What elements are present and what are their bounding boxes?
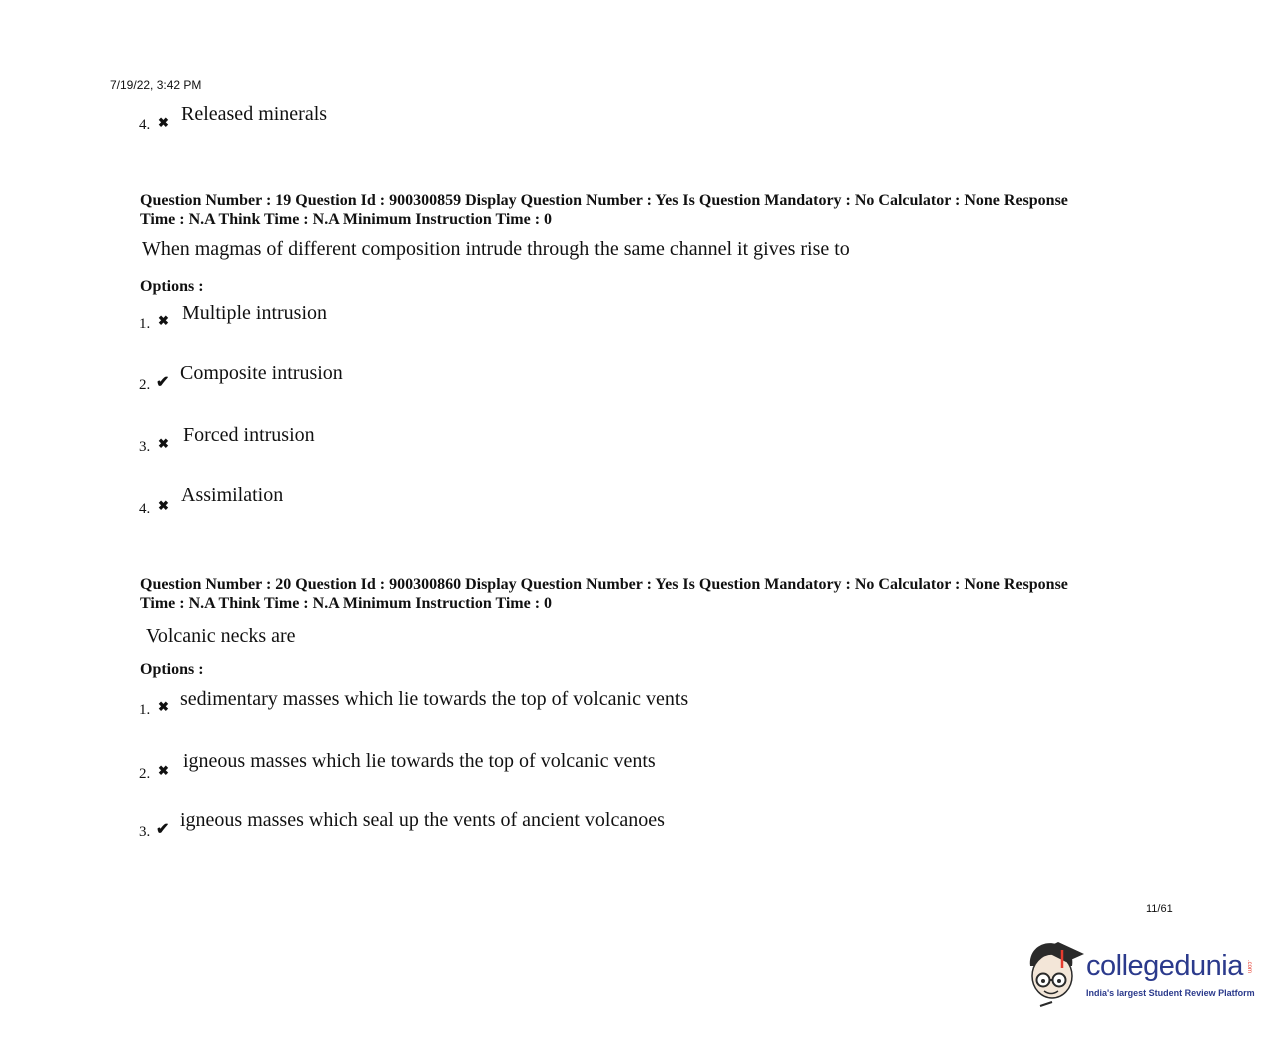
option-text: Multiple intrusion (182, 302, 327, 324)
cross-icon: ✖ (158, 313, 169, 328)
check-icon: ✔ (156, 821, 170, 838)
option-text: igneous masses which lie towards the top of volcanic vents (183, 750, 656, 772)
option-number: 2. (139, 766, 151, 782)
cross-icon: ✖ (158, 436, 169, 451)
question-19-meta (140, 191, 1160, 229)
cross-icon: ✖ (158, 115, 169, 130)
option-number: 3. (139, 824, 151, 840)
cross-icon: ✖ (158, 498, 169, 513)
question-19-text: When magmas of different composition intrude through the same channel it gives rise to (142, 238, 850, 260)
option-number: 2. (139, 377, 151, 393)
page-number: 11/61 (1146, 903, 1173, 915)
cross-icon: ✖ (158, 699, 169, 714)
question-meta-line: Question Number : 20 Question Id : 900300860 Display Question Number : Yes Is Question Mandatory : No Calculator : None Response (140, 576, 1068, 593)
check-icon: ✔ (156, 374, 170, 391)
logo-suffix: .com (1246, 960, 1252, 974)
question-meta-line: Time : N.A Think Time : N.A Minimum Instruction Time : 0 (140, 595, 553, 612)
options-label: Options : (140, 278, 204, 295)
options-label: Options : (140, 661, 204, 678)
question-meta-line: Time : N.A Think Time : N.A Minimum Instruction Time : 0 (140, 211, 553, 228)
option-number: 3. (139, 439, 151, 455)
question-20-text: Volcanic necks are (146, 625, 296, 647)
collegedunia-logo (1022, 936, 1262, 1012)
logo-tagline: India's largest Student Review Platform (1086, 988, 1255, 998)
print-timestamp: 7/19/22, 3:42 PM (110, 78, 202, 92)
option-text: sedimentary masses which lie towards the top of volcanic vents (180, 688, 689, 710)
option-text: Assimilation (181, 484, 284, 506)
option-text: igneous masses which seal up the vents of ancient volcanoes (180, 809, 665, 831)
option-number: 4. (139, 501, 151, 517)
cross-icon: ✖ (158, 763, 169, 778)
option-number: 1. (139, 702, 151, 718)
option-text: Released minerals (181, 103, 328, 125)
option-text: Forced intrusion (183, 424, 315, 446)
option-number: 4. (139, 117, 151, 133)
logo-wordmark: collegedunia (1086, 950, 1243, 982)
option-number: 1. (139, 316, 151, 332)
question-20-meta (140, 575, 1160, 613)
option-text: Composite intrusion (180, 362, 343, 384)
student-mascot-icon (1022, 936, 1086, 1010)
question-meta-line: Question Number : 19 Question Id : 900300859 Display Question Number : Yes Is Question Mandatory : No Calculator : None Response (140, 192, 1068, 209)
